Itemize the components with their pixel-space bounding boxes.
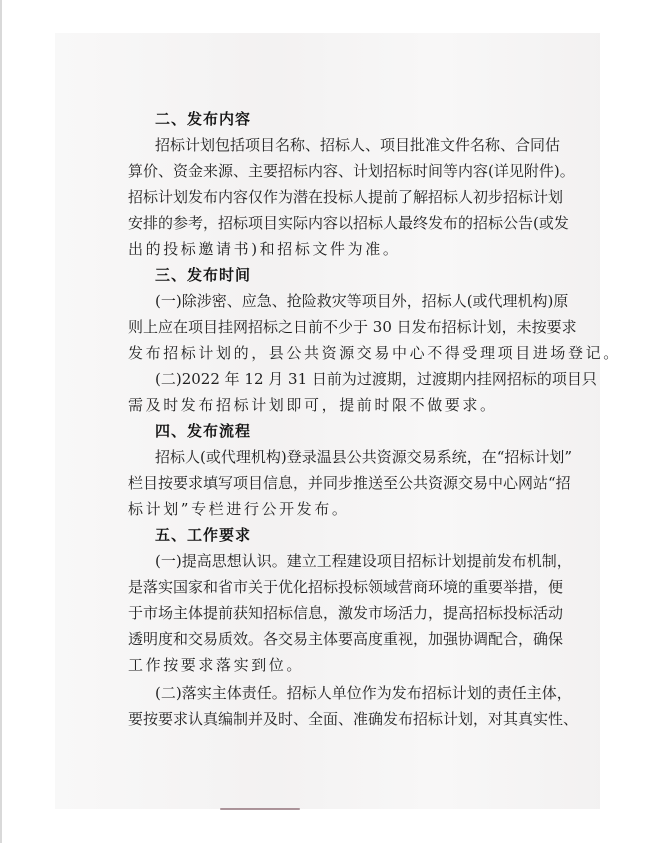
section-heading-time: 三、发布时间 (155, 266, 252, 284)
paragraph-line: 招标计划包括项目名称、招标人、项目批准文件名称、合同估 (155, 136, 561, 154)
section-heading-content: 二、发布内容 (155, 110, 252, 128)
paragraph-line: (二)2022 年 12 月 31 日前为过渡期，过渡期内挂网招标的项目只 (155, 370, 597, 388)
section-heading-process: 四、发布流程 (155, 422, 252, 440)
paragraph-line: 算价、资金来源、主要招标内容、计划招标时间等内容(详见附件)。 (128, 162, 575, 180)
paragraph-line: 招标人(或代理机构)登录温县公共资源交易系统，在“招标计划” (155, 448, 573, 466)
paragraph-line: 发布招标计划的，县公共资源交易中心不得受理项目进场登记。 (128, 344, 621, 362)
paragraph-line: 安排的参考，招标项目实际内容以招标人最终发布的招标公告(或发 (128, 214, 569, 232)
paragraph-line: 栏目按要求填写项目信息，并同步推送至公共资源交易中心网站“招 (128, 474, 571, 492)
paragraph-line: 要按要求认真编制并及时、全面、准确发布招标计划，对其真实性、 (128, 710, 579, 728)
paragraph-line: (一)提高思想认识。建立工程建设项目招标计划提前发布机制， (155, 552, 572, 570)
scan-artifact-mark (220, 808, 300, 810)
paragraph-line: (二)落实主体责任。招标人单位作为发布招标计划的责任主体， (155, 684, 572, 702)
paragraph-line: 出的投标邀请书)和招标文件为准。 (128, 240, 401, 258)
paragraph-line: 于市场主体提前获知招标信息，激发市场活力，提高招标投标活动 (128, 604, 564, 622)
section-heading-requirements: 五、工作要求 (155, 526, 252, 544)
viewer-left-border (0, 0, 2, 843)
paragraph-line: 是落实国家和省市关于优化招标投标领域营商环境的重要举措，便 (128, 578, 564, 596)
paragraph-line: 则上应在项目挂网招标之日前不少于 30 日发布招标计划，未按要求 (128, 318, 577, 336)
paragraph-line: 招标计划发布内容仅作为潜在投标人提前了解招标人初步招标计划 (128, 188, 564, 206)
paragraph-line: 标计划”专栏进行公开发布。 (128, 500, 350, 518)
paragraph-line: (一)除涉密、应急、抢险救灾等项目外，招标人(或代理机构)原 (155, 292, 569, 310)
paragraph-line: 工作按要求落实到位。 (128, 656, 305, 674)
document-body (128, 106, 621, 732)
paragraph-line: 透明度和交易质效。各交易主体要高度重视，加强协调配合，确保 (128, 630, 564, 648)
paragraph-line: 需及时发布招标计划即可，提前时限不做要求。 (128, 396, 498, 414)
